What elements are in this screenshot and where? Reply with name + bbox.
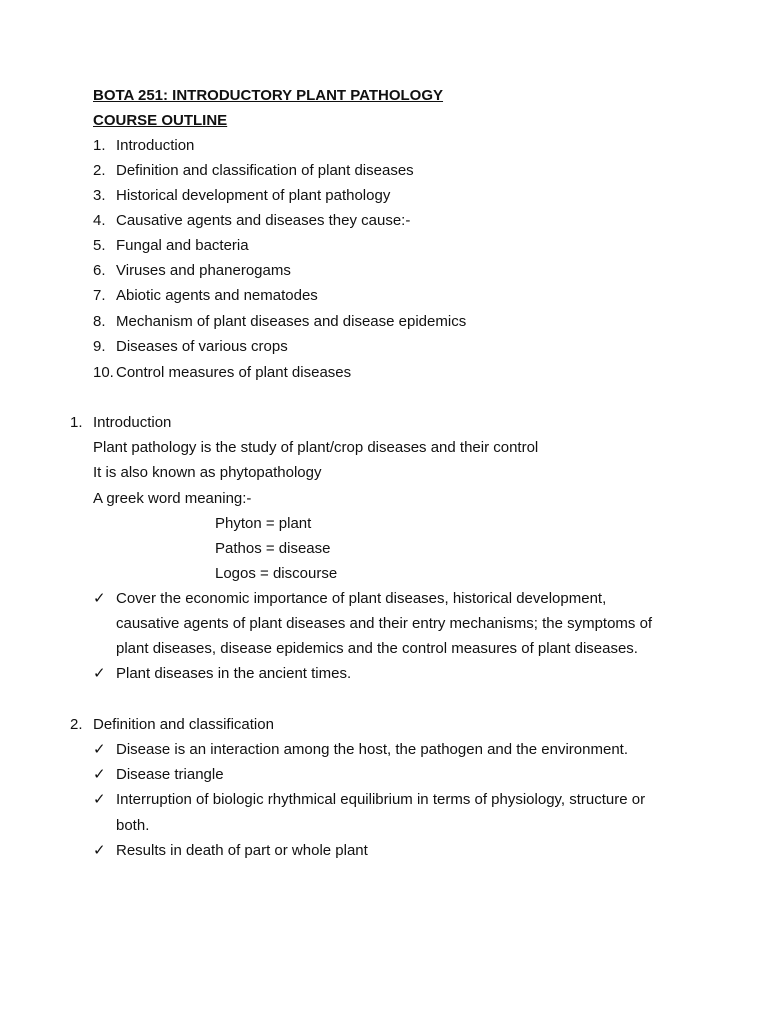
bullet-text-line: Cover the economic importance of plant diseases, historical development, — [116, 590, 607, 607]
list-item-number: 8. — [93, 313, 106, 330]
check-icon: ✓ — [93, 791, 106, 808]
list-item-text: Historical development of plant pathology — [116, 187, 391, 204]
list-item-number: 3. — [93, 187, 106, 204]
paragraph: A greek word meaning:- — [93, 490, 252, 507]
bullet-text-line: Interruption of biologic rhythmical equilibrium in terms of physiology, structure or — [116, 791, 646, 808]
bullet-text-line: Results in death of part or whole plant — [116, 842, 368, 859]
check-icon: ✓ — [93, 766, 106, 783]
list-item-number: 5. — [93, 237, 106, 254]
bullet-text-line: Plant diseases in the ancient times. — [116, 665, 352, 682]
bullet-text-line: both. — [116, 817, 150, 834]
paragraph: It is also known as phytopathology — [93, 464, 322, 481]
list-item-text: Introduction — [116, 137, 195, 154]
list-item-text: Diseases of various crops — [116, 338, 288, 355]
etymology-line: Logos = discourse — [215, 565, 338, 582]
check-icon: ✓ — [93, 842, 106, 859]
check-icon: ✓ — [93, 590, 106, 607]
list-item-text: Causative agents and diseases they cause:- — [116, 212, 411, 229]
list-item-number: 10. — [93, 364, 114, 381]
bullet-text-line: Disease is an interaction among the host, the pathogen and the environment. — [116, 741, 628, 758]
list-item-text: Viruses and phanerogams — [116, 262, 291, 279]
list-item-number: 9. — [93, 338, 106, 355]
bullet-text-line: Disease triangle — [116, 766, 224, 783]
list-item-number: 4. — [93, 212, 106, 229]
list-item-number: 2. — [93, 162, 106, 179]
etymology-line: Phyton = plant — [215, 515, 312, 532]
check-icon: ✓ — [93, 741, 106, 758]
section-heading: Definition and classification — [93, 716, 274, 733]
list-item-text: Mechanism of plant diseases and disease epidemics — [116, 313, 467, 330]
list-item-text: Fungal and bacteria — [116, 237, 249, 254]
list-item-text: Control measures of plant diseases — [116, 364, 352, 381]
section-number: 1. — [70, 414, 83, 431]
section-heading: Introduction — [93, 414, 172, 431]
etymology-line: Pathos = disease — [215, 540, 331, 557]
check-icon: ✓ — [93, 665, 106, 682]
list-item-number: 1. — [93, 137, 106, 154]
list-item-number: 7. — [93, 287, 106, 304]
list-item-text: Abiotic agents and nematodes — [116, 287, 318, 304]
paragraph: Plant pathology is the study of plant/crop diseases and their control — [93, 439, 539, 456]
list-item-number: 6. — [93, 262, 106, 279]
list-item-text: Definition and classification of plant diseases — [116, 162, 414, 179]
document-title: BOTA 251: INTRODUCTORY PLANT PATHOLOGY — [93, 87, 444, 104]
bullet-text-line: causative agents of plant diseases and their entry mechanisms; the symptoms of — [116, 615, 653, 632]
bullet-text-line: plant diseases, disease epidemics and the control measures of plant diseases. — [116, 640, 638, 657]
section-number: 2. — [70, 716, 83, 733]
document-subtitle: COURSE OUTLINE — [93, 112, 228, 129]
